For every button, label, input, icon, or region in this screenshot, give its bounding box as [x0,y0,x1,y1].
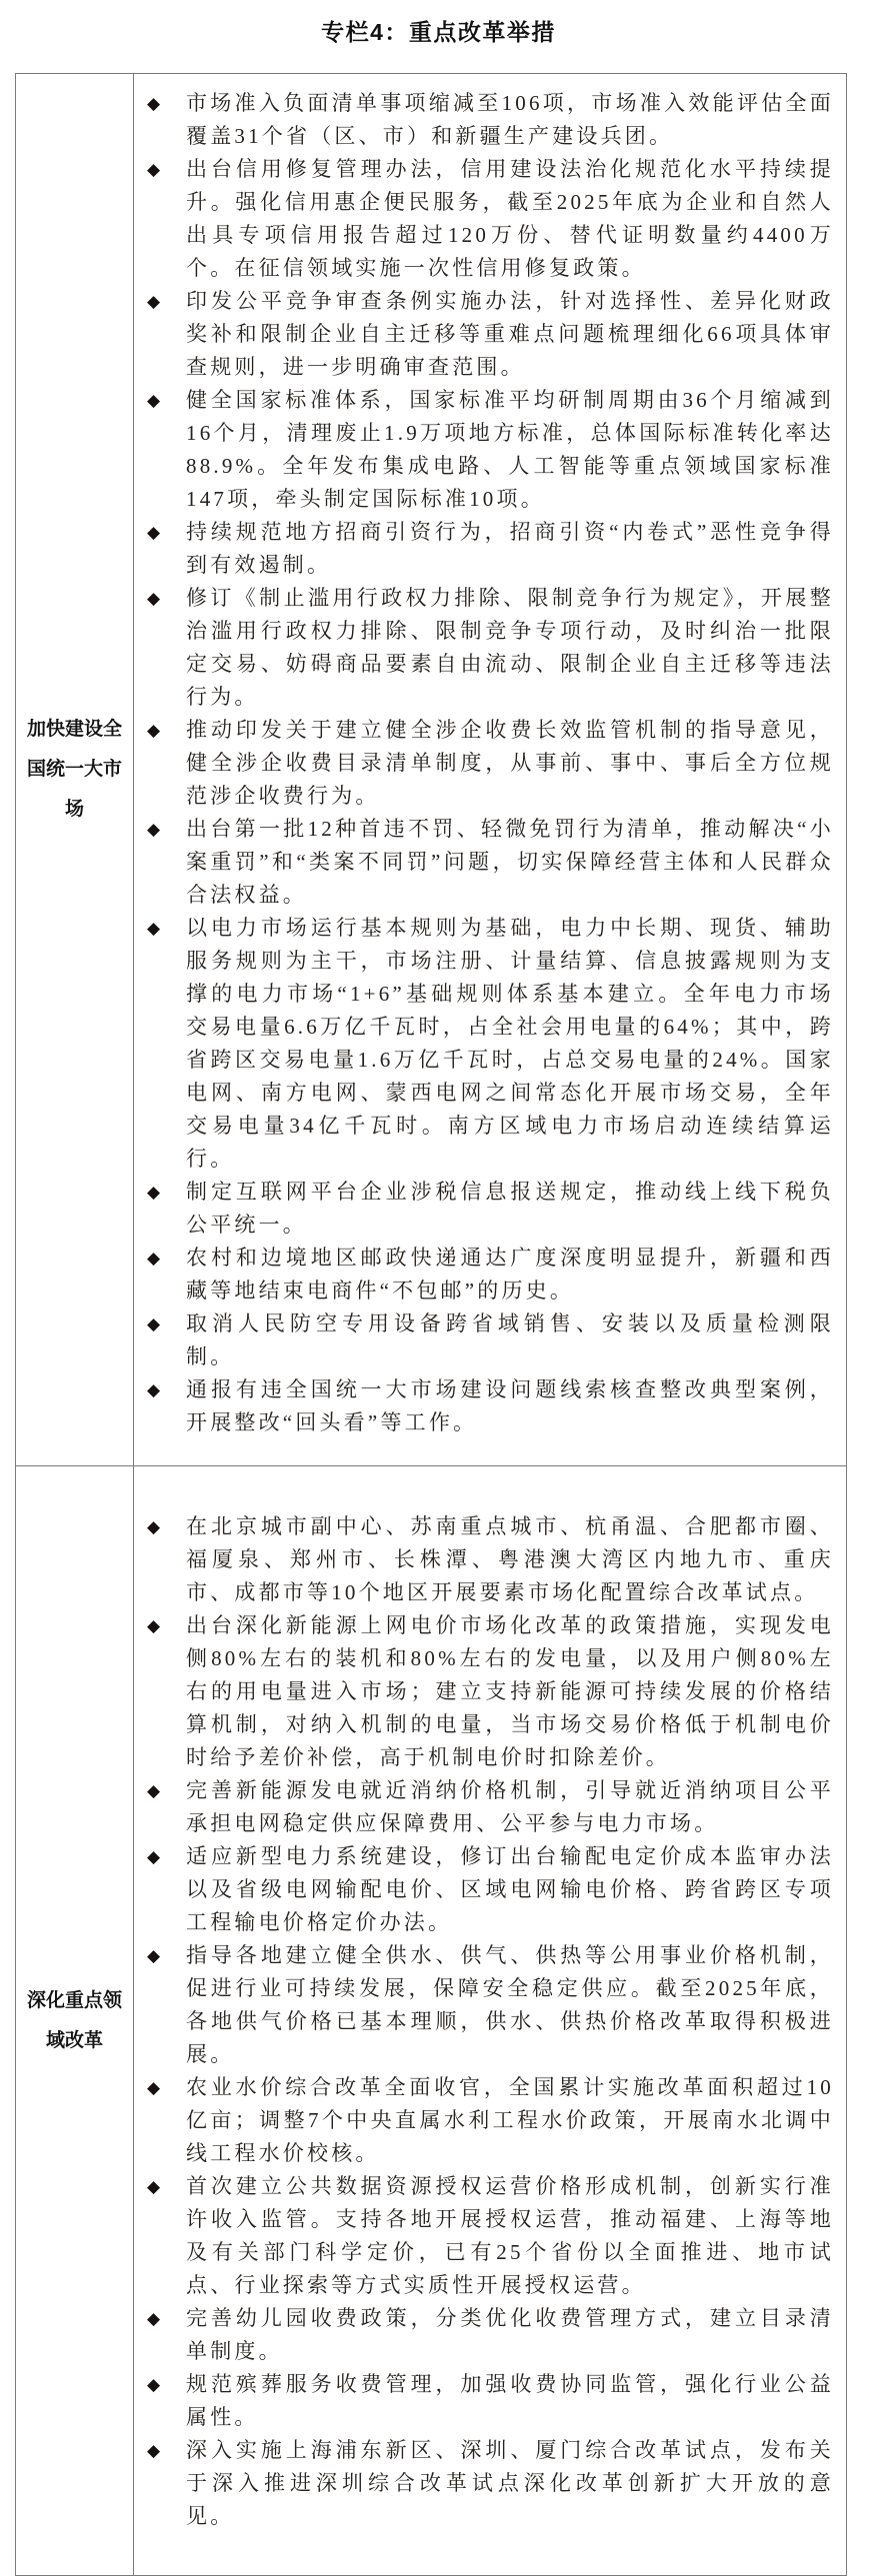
diamond-bullet-icon: ◆ [147,1781,161,1801]
bullet-item [134,1609,834,1774]
bullet-item-text: 出台信用修复管理办法，信用建设法治化规范化水平持续提升。强化信用惠企便民服务，截至2025年底为企业和自然人出具专项信用报告超过120万份、替代证明数量约4400万个。在征信领域实施一次性信用修复政策。 [186,157,834,280]
diamond-bullet-icon: ◆ [147,820,161,840]
bullet-item [134,1307,834,1373]
bullet-item [134,1510,834,1609]
bullet-item [134,2434,834,2533]
diamond-bullet-icon: ◆ [147,1517,161,1537]
bullet-item [134,2170,834,2302]
bullet-item-text: 持续规范地方招商引资行为，招商引资“内卷式”恶性竞争得到有效遏制。 [186,520,834,577]
bullet-item-text: 制定互联网平台企业涉税信息报送规定，推动线上线下税负公平统一。 [186,1180,834,1237]
bullet-item-text: 规范殡葬服务收费管理，加强收费协同监管，强化行业公益属性。 [186,2372,834,2429]
bullet-item [134,912,834,1176]
bullet-item-text: 完善新能源发电就近消纳价格机制，引导就近消纳项目公平承担电网稳定供应保障费用、公平参与电力市场。 [186,1778,834,1835]
diamond-bullet-icon: ◆ [147,2309,161,2329]
table-row-key-areas-reform [16,1465,846,2575]
diamond-bullet-icon: ◆ [147,2078,161,2098]
diamond-bullet-icon: ◆ [147,523,161,543]
bullet-item [134,1373,834,1439]
bullet-item-text: 农村和边境地区邮政快递通达广度深度明显提升，新疆和西藏等地结束电商件“不包邮”的历史。 [186,1246,834,1302]
bullet-item-text: 在北京城市副中心、苏南重点城市、杭甬温、合肥都市圈、福厦泉、郑州市、长株潭、粤港澳大湾区内地九市、重庆市、成都市等10个地区开展要素市场化配置综合改革试点。 [186,1514,834,1604]
bullet-item-text: 通报有违全国统一大市场建设问题线索核查整改典型案例，开展整改“回头看”等工作。 [186,1377,834,1434]
bullet-item [134,2368,834,2434]
diamond-bullet-icon: ◆ [147,1249,161,1269]
diamond-bullet-icon: ◆ [147,391,161,411]
bullet-item-text: 适应新型电力系统建设，修订出台输配电定价成本监审办法以及省级电网输配电价、区域电网输电价格、跨省跨区专项工程输电价格定价办法。 [186,1844,834,1934]
bullet-item [134,285,834,384]
bullet-item-text: 推动印发关于建立健全涉企收费长效监管机制的指导意见，健全涉企收费目录清单制度，从事前、事中、事后全方位规范涉企收费行为。 [186,718,834,808]
diamond-bullet-icon: ◆ [147,1183,161,1203]
bullet-item [134,87,834,153]
diamond-bullet-icon: ◆ [147,919,161,939]
diamond-bullet-icon: ◆ [147,2177,161,2197]
bullet-item [134,582,834,714]
diamond-bullet-icon: ◆ [147,2441,161,2461]
diamond-bullet-icon: ◆ [147,160,161,180]
bullet-item [134,516,834,582]
bullet-item [134,1939,834,2071]
bullet-item-text: 出台第一批12种首违不罚、轻微免罚行为清单，推动解决“小案重罚”和“类案不同罚”问题，切实保障经营主体和人民群众合法权益。 [186,817,834,907]
bullet-item [134,384,834,516]
bullet-item [134,2302,834,2368]
bullet-item [134,2071,834,2170]
bullet-list-key-areas-reform [134,1466,846,2575]
diamond-bullet-icon: ◆ [147,1380,161,1400]
bullet-item-text: 修订《制止滥用行政权力排除、限制竞争行为规定》，开展整治滥用行政权力排除、限制竞争专项行动，及时纠治一批限定交易、妨碍商品要素自由流动、限制企业自主迁移等违法行为。 [186,586,834,709]
row-label-unified-market: 加快建设全国统一大市场 [16,74,134,1465]
diamond-bullet-icon: ◆ [147,589,161,609]
bullet-item-text: 健全国家标准体系，国家标准平均研制周期由36个月缩减到16个月，清理废止1.9万项地方标准，总体国际标准转化率达88.9%。全年发布集成电路、人工智能等重点领域国家标准147项，牵头制定国际标准10项。 [186,388,834,511]
diamond-bullet-icon: ◆ [147,1616,161,1636]
diamond-bullet-icon: ◆ [147,1314,161,1334]
bullet-item-text: 深入实施上海浦东新区、深圳、厦门综合改革试点，发布关于深入推进深圳综合改革试点深化改革创新扩大开放的意见。 [186,2438,834,2528]
bullet-item [134,1242,834,1307]
bullet-item [134,1774,834,1840]
bullet-item-text: 指导各地建立健全供水、供气、供热等公用事业价格机制，促进行业可持续发展，保障安全稳定供应。截至2025年底，各地供气价格已基本理顺，供水、供热价格改革取得积极进展。 [186,1943,834,2066]
bullet-list-unified-market [134,74,846,1465]
row-label-key-areas-reform: 深化重点领域改革 [16,1466,134,2575]
bullet-item-text: 以电力市场运行基本规则为基础，电力中长期、现货、辅助服务规则为主干，市场注册、计量结算、信息披露规则为支撑的电力市场“1+6”基础规则体系基本建立。全年电力市场交易电量6.6万亿千瓦时，占全社会用电量的64%；其中，跨省跨区交易电量1.6万亿千瓦时，占总交易电量的24%。国家电网、南方电网、蒙西电网之间常态化开展市场交易，全年交易电量34亿千瓦时。南方区域电力市场启动连续结算运行。 [186,916,834,1171]
page-title: 专栏4：重点改革举措 [321,19,556,45]
bullet-item-text: 取消人民防空专用设备跨省域销售、安装以及质量检测限制。 [186,1311,834,1368]
diamond-bullet-icon: ◆ [147,1847,161,1867]
diamond-bullet-icon: ◆ [147,1946,161,1966]
bullet-item-text: 印发公平竞争审查条例实施办法，针对选择性、差异化财政奖补和限制企业自主迁移等重难点问题梳理细化66项具体审查规则，进一步明确审查范围。 [186,289,834,379]
reform-measures-table [15,73,847,2576]
diamond-bullet-icon: ◆ [147,721,161,741]
diamond-bullet-icon: ◆ [147,292,161,312]
bullet-item [134,1176,834,1242]
bullet-item-text: 首次建立公共数据资源授权运营价格形成机制，创新实行准许收入监管。支持各地开展授权运营，推动福建、上海等地及有关部门科学定价，已有25个省份以全面推进、地市试点、行业探索等方式实质性开展授权运营。 [186,2174,834,2297]
diamond-bullet-icon: ◆ [147,2375,161,2395]
bullet-item [134,714,834,813]
bullet-item [134,1840,834,1939]
bullet-item-text: 完善幼儿园收费政策，分类优化收费管理方式，建立目录清单制度。 [186,2306,834,2363]
bullet-item [134,813,834,912]
diamond-bullet-icon: ◆ [147,94,161,114]
bullet-item-text: 出台深化新能源上网电价市场化改革的政策措施，实现发电侧80%左右的装机和80%左右的发电量，以及用户侧80%左右的用电量进入市场；建立支持新能源可持续发展的价格结算机制，对纳入机制的电量，当市场交易价格低于机制电价时给予差价补偿，高于机制电价时扣除差价。 [186,1613,834,1769]
bullet-item [134,153,834,285]
bullet-item-text: 市场准入负面清单事项缩减至106项，市场准入效能评估全面覆盖31个省（区、市）和新疆生产建设兵团。 [186,91,834,148]
table-row-unified-market [16,74,846,1465]
bullet-item-text: 农业水价综合改革全面收官，全国累计实施改革面积超过10亿亩；调整7个中央直属水利工程水价政策，开展南水北调中线工程水价校核。 [186,2075,834,2165]
